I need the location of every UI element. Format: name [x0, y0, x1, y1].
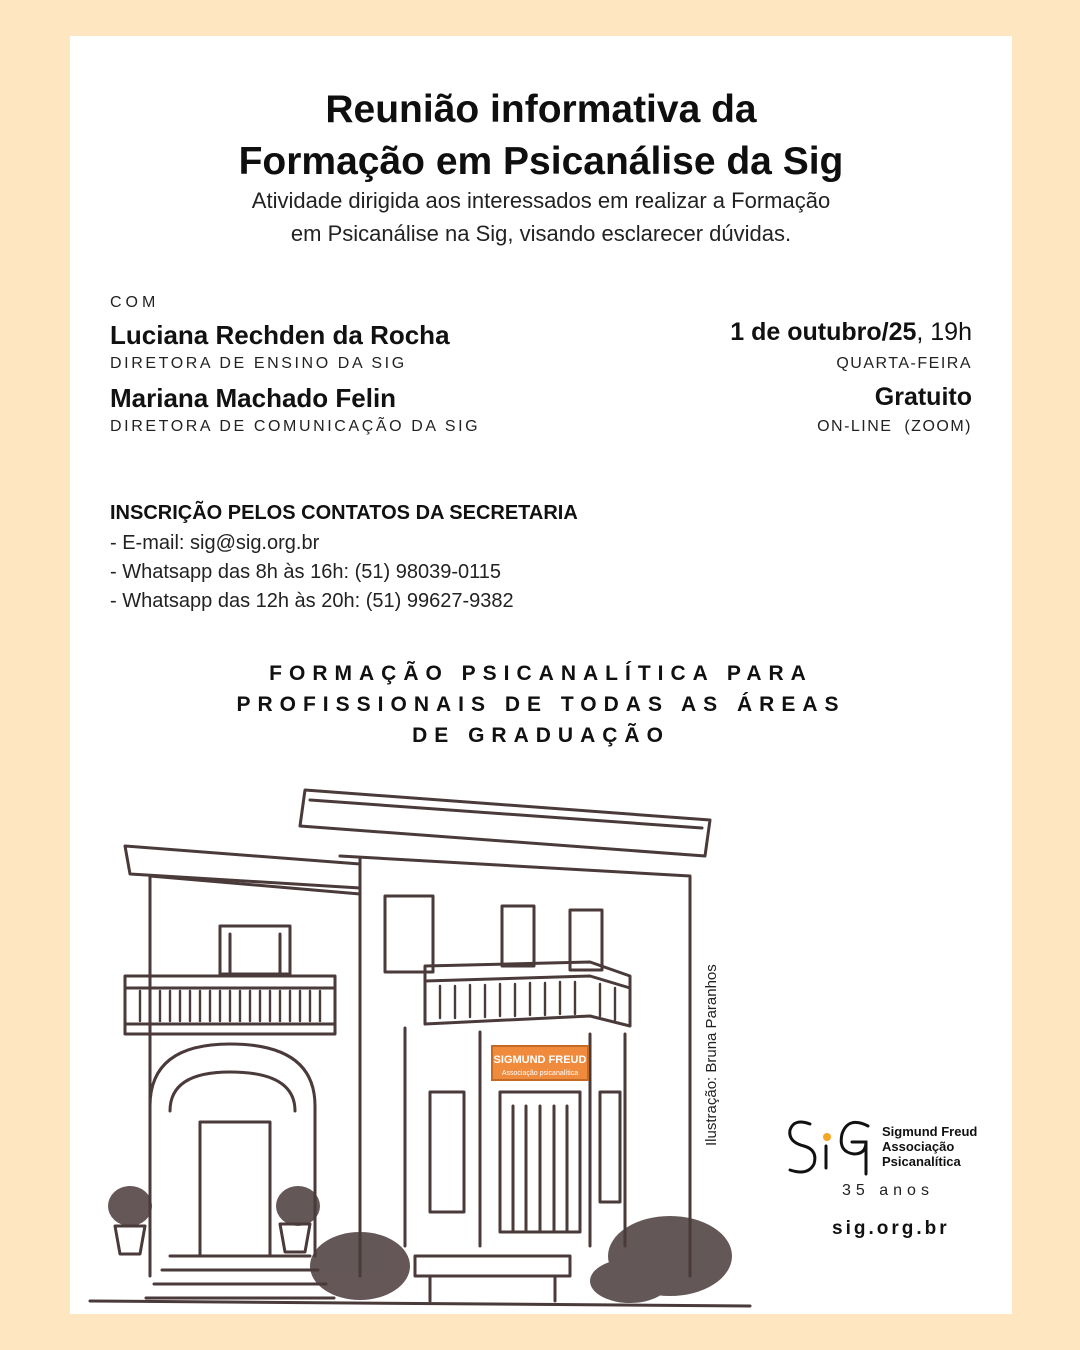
title-line-2: Formação em Psicanálise da Sig	[238, 140, 844, 183]
logo-line-1: Sigmund Freud	[882, 1123, 978, 1139]
logo-line-2: Associação	[882, 1138, 955, 1154]
sign-text-2: Associação psicanalítica	[501, 1070, 579, 1077]
logo-years: 35 anos	[842, 1182, 934, 1199]
registration-title: INSCRIÇÃO PELOS CONTATOS DA SECRETARIA	[110, 502, 578, 524]
title-line-1: Reunião informativa da	[325, 88, 757, 131]
subtitle	[70, 184, 1012, 250]
tagline-banner	[70, 658, 1012, 751]
event-time: , 19h	[916, 318, 972, 346]
building-illustration	[70, 776, 770, 1314]
organization-logo	[782, 1112, 1012, 1200]
illustration-credit: Ilustração: Bruna Paranhos	[703, 964, 720, 1146]
registration-whatsapp-1: - Whatsapp das 8h às 16h: (51) 98039-0115	[110, 561, 501, 583]
logo-line-3: Psicanalítica	[882, 1153, 961, 1169]
page-title	[70, 84, 1012, 188]
tagline-line-1: FORMAÇÃO PSICANALÍTICA PARA	[269, 662, 813, 685]
tagline-line-3: DE GRADUAÇÃO	[412, 724, 670, 747]
speakers-label: COM	[110, 294, 160, 311]
website-link[interactable]: sig.org.br	[832, 1218, 950, 1239]
subtitle-line-2: em Psicanálise na Sig, visando esclarecer dúvidas.	[290, 221, 792, 246]
logo-row	[782, 1112, 1012, 1180]
event-datetime	[730, 318, 972, 347]
sig-logo-icon	[782, 1112, 878, 1180]
event-weekday: QUARTA-FEIRA	[836, 355, 972, 372]
speaker-role-2: DIRETORA DE COMUNICAÇÃO DA SIG	[110, 418, 481, 435]
logo-text	[882, 1124, 977, 1169]
speaker-role-1: DIRETORA DE ENSINO DA SIG	[110, 355, 407, 372]
speaker-name-1: Luciana Rechden da Rocha	[110, 320, 450, 350]
tagline-line-2: PROFISSIONAIS DE TODAS AS ÁREAS	[236, 693, 846, 716]
event-mode: ON-LINE (ZOOM)	[817, 418, 972, 435]
registration-email: - E-mail: sig@sig.org.br	[110, 532, 320, 554]
speaker-name-2: Mariana Machado Felin	[110, 383, 397, 413]
poster-card	[70, 36, 1012, 1314]
event-details	[730, 318, 972, 436]
event-date: 1 de outubro/25	[730, 318, 917, 346]
registration-whatsapp-2: - Whatsapp das 12h às 20h: (51) 99627-9382	[110, 590, 514, 612]
registration-section	[110, 502, 578, 616]
sign-text-1: SIGMUND FREUD	[493, 1054, 587, 1066]
speakers-section	[110, 294, 480, 436]
subtitle-line-1: Atividade dirigida aos interessados em realizar a Formação	[251, 188, 831, 213]
event-price: Gratuito	[874, 383, 972, 411]
